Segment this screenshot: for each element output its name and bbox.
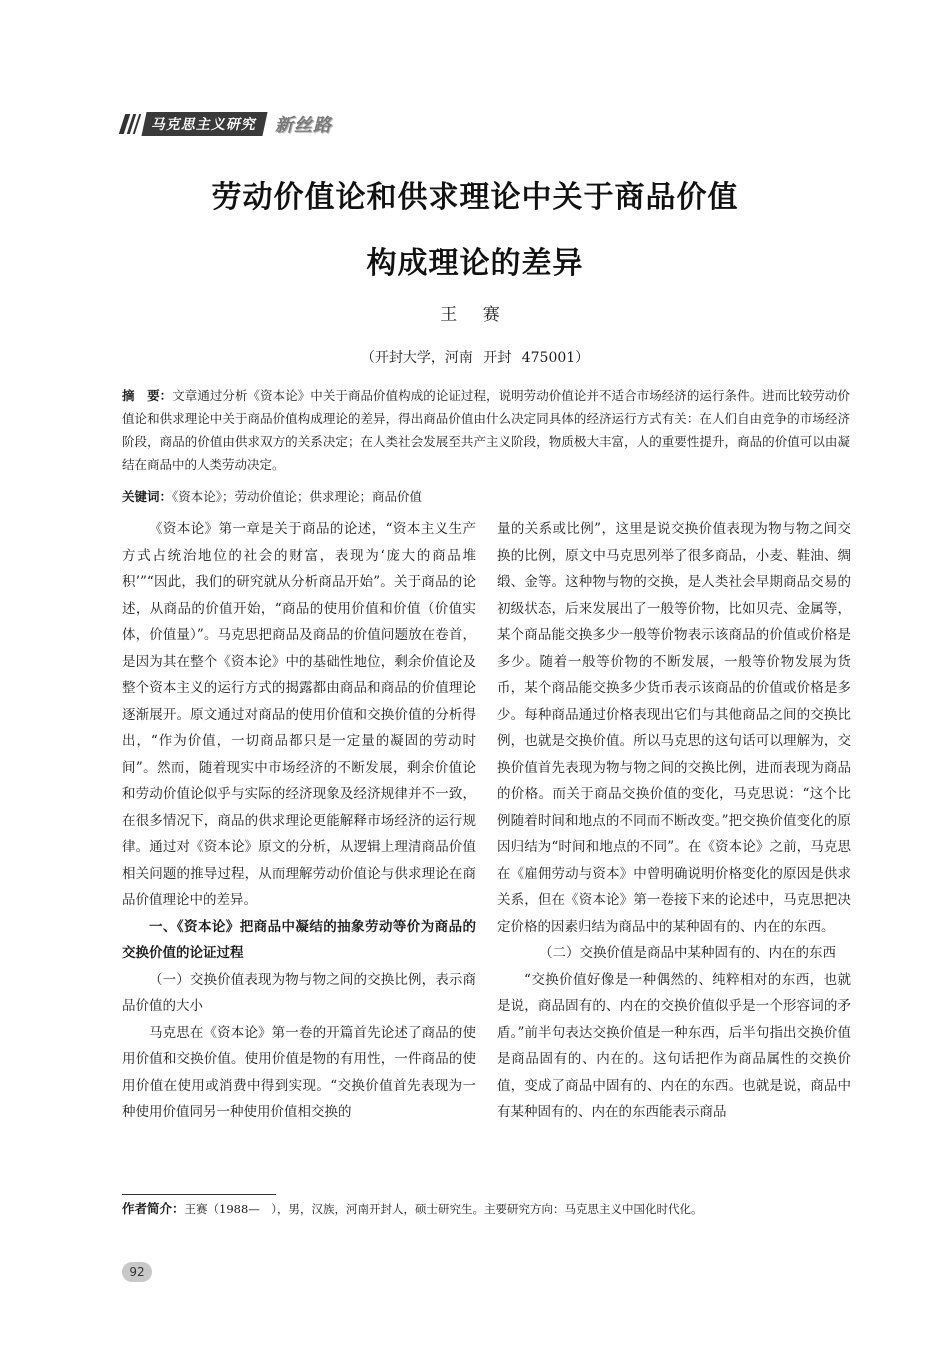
abstract-label: 摘 要： <box>122 388 173 403</box>
body-column-left <box>122 516 476 1126</box>
footnote-label: 作者简介： <box>122 1201 185 1216</box>
body-paragraph: 马克思在《资本论》第一卷的开篇首先论述了商品的使用价值和交换价值。使用价值是物的有用性，一件商品的使用价值在使用或消费中得到实现。“交换价值首先表现为一种使用价值同另一种使用价值相交换的 <box>122 1024 476 1120</box>
keywords-text: 《资本论》；劳动价值论；供求理论；商品价值 <box>172 489 423 504</box>
subsection-heading: （一）交换价值表现为物与物之间的交换比例，表示商品价值的大小 <box>122 971 476 1014</box>
body-paragraph: 量的关系或比例”，这里是说交换价值表现为物与物之间交换的比例，原文中马克思列举了很多商品，小麦、鞋油、绸缎、金等。这种物与物的交换，是人类社会早期商品交易的初级状态，后来发展出了一般等价物，比如贝壳、金属等，某个商品能交换多少一般等价物表示该商品的价值或价格是多少。随着一般等价物的不断发展，一般等价物发展为货币，某个商品能交换多少货币表示该商品的价值或价格是多少。每种商品通过价格表现出它们与其他商品之间的交换比例，也就是交换价值。所以马克思的这句话可以理解为，交换价值首先表现为物与物之间的交换比例，进而表现为商品的价格。而关于商品交换价值的变化，马克思说：“这个比例随着时间和地点的不同而不断改变。”把交换价值变化的原因归结为“时间和地点的不同”。在《资本论》之前，马克思在《雇佣劳动与资本》中曾明确说明价格变化的原因是供求关系，但在《资本论》第一卷接下来的论述中，马克思把决定价格的因素归结为商品中的某种固有的、内在的东西。 <box>497 521 851 935</box>
article-title-line2: 构成理论的差异 <box>366 246 584 281</box>
section-heading: 一、《资本论》把商品中凝结的抽象劳动等价为商品的交换价值的论证过程 <box>122 918 476 961</box>
column-tag: 马克思主义研究 <box>141 112 267 136</box>
author-name: 王 赛 <box>440 305 510 325</box>
body-paragraph: “交换价值好像是一种偶然的、纯粹相对的东西，也就是说，商品固有的、内在的交换价值似乎是一个形容词的矛盾。”前半句表达交换价值是一种东西，后半句指出交换价值是商品固有的、内在的。这句话把作为商品属性的交换价值，变成了商品中固有的、内在的东西。也就是说，商品中有某种固有的、内在的东西能表示商品 <box>497 971 851 1120</box>
keywords-label: 关键词： <box>122 489 173 504</box>
author-bio-footnote <box>122 1200 850 1218</box>
abstract <box>122 384 850 476</box>
section-header <box>122 112 332 136</box>
article-title-line1: 劳动价值论和供求理论中关于商品价值 <box>211 180 739 215</box>
footnote-divider <box>122 1194 276 1195</box>
body-paragraph: 《资本论》第一章是关于商品的论述，“资本主义生产方式占统治地位的社会的财富，表现为‘庞大的商品堆积’”“因此，我们的研究就从分析商品开始”。关于商品的论述，从商品的价值开始，“商品的使用价值和价值（价值实体，价值量）”。马克思把商品及商品的价值问题放在卷首，是因为其在整个《资本论》中的基础性地位，剩余价值论及整个资本主义的运行方式的揭露都由商品和商品的价值理论逐渐展开。原文通过对商品的使用价值和交换价值的分析得出，“作为价值，一切商品都只是一定量的凝固的劳动时间”。然而，随着现实中市场经济的不断发展，剩余价值论和劳动价值论似乎与实际的经济现象及经济规律并不一致，在很多情况下，商品的供求理论更能解释市场经济的运行规律。通过对《资本论》原文的分析，从逻辑上理清商品价值相关问题的推导过程，从而理解劳动价值论与供求理论在商品价值理论中的差异。 <box>122 521 476 908</box>
body-column-right <box>497 516 851 1126</box>
footnote-text: 王赛（1988— ），男，汉族，河南开封人，硕士研究生。主要研究方向：马克思主义中国化时代化。 <box>184 1202 703 1216</box>
header-slashes <box>122 114 138 134</box>
journal-brand: 新丝路 <box>275 115 332 136</box>
subsection-heading: （二）交换价值是商品中某种固有的、内在的东西 <box>539 945 836 961</box>
author-affiliation: （开封大学，河南 开封 475001） <box>360 350 590 366</box>
keywords <box>122 486 850 508</box>
page-number: 92 <box>122 1262 152 1282</box>
abstract-text: 文章通过分析《资本论》中关于商品价值构成的论证过程，说明劳动价值论并不适合市场经济的运行条件。进而比较劳动价值论和供求理论中关于商品价值构成理论的差异，得出商品价值由什么决定同具体的经济运行方式有关：在人们自由竞争的市场经济阶段，商品的价值由供求双方的关系决定；在人类社会发展至共产主义阶段，物质极大丰富，人的重要性提升，商品的价值可以由凝结在商品中的人类劳动决定。 <box>122 388 850 472</box>
